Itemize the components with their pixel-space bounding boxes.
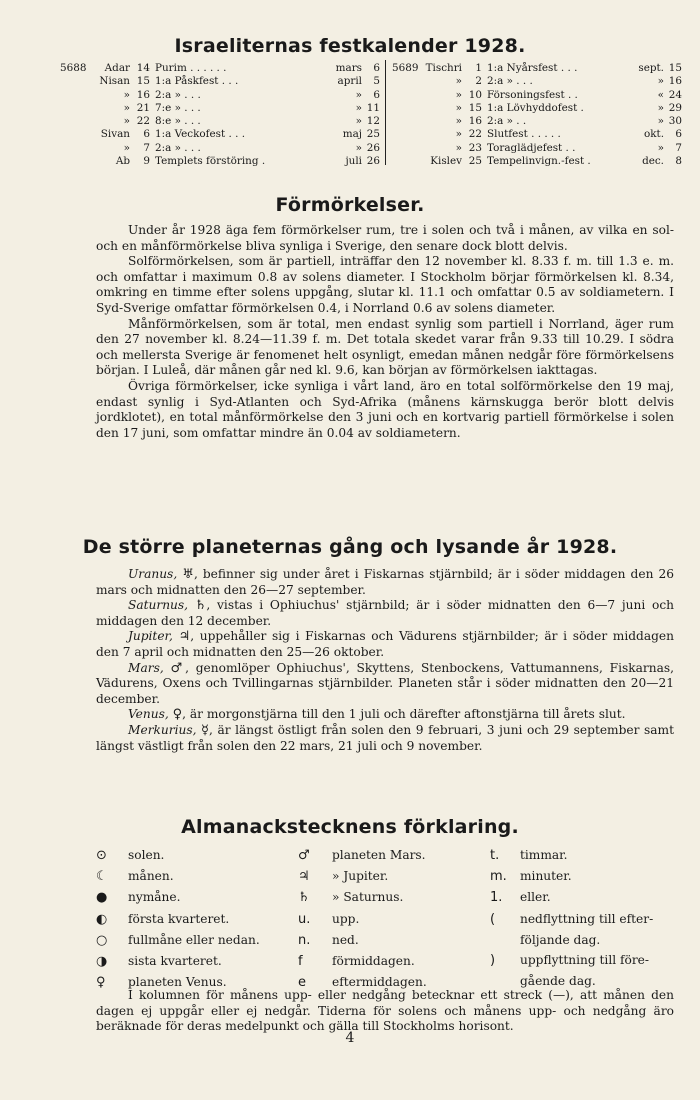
legend-symbol: ♃ — [298, 869, 310, 885]
calendar-date-day: 11 — [366, 101, 380, 114]
calendar-year — [392, 142, 422, 155]
calendar-date-day: 8 — [675, 155, 682, 168]
calendar-date-day: 7 — [675, 141, 682, 154]
planet-text: , vistas i Ophiuchus' stjärnbild; är i söder midnatten den 6—7 juni och middagen den 12 december. — [96, 598, 675, 628]
calendar-fest: 1:a Nyårsfest . . . — [487, 62, 578, 74]
legend-symbol: ) — [490, 953, 496, 969]
planet-symbol: ♀ — [172, 707, 183, 723]
calendar-row — [60, 155, 380, 168]
legend-column-1 — [96, 845, 260, 993]
calendar-year — [392, 115, 422, 128]
calendar-year — [60, 75, 90, 88]
legend-label: förmiddagen. — [332, 954, 415, 969]
planet-text: , genomlöper Ophiuchus', Skyttens, Stenbockens, Vattumannens, Fiskarnas, Vädurens, Oxens och Tvillingarnas stjärnbilder. Planeten står i söder midnatten den 20—21 december. — [96, 660, 675, 706]
calendar-date-month: » — [657, 141, 664, 154]
calendar-date-day: 15 — [668, 62, 682, 74]
legend-item — [96, 930, 260, 951]
calendar-fest: 8:e » . . . — [155, 115, 201, 128]
calendar-date-month: » — [657, 115, 664, 128]
calendar-date-day: 26 — [366, 141, 380, 154]
calendar-year — [60, 115, 90, 128]
calendar-date-day: 12 — [366, 115, 380, 128]
calendar-date-month: » — [657, 101, 664, 114]
page-number: 4 — [345, 1030, 355, 1046]
calendar-row — [60, 115, 380, 128]
legend-item — [490, 866, 653, 887]
legend-item — [298, 909, 427, 930]
planet-symbol: ♄ — [194, 598, 207, 614]
calendar-day: 22 — [468, 128, 482, 141]
calendar-date-month: april — [337, 75, 362, 88]
calendar-month: Tischri — [425, 62, 462, 74]
calendar-fest: 7:e » . . . — [155, 101, 201, 114]
calendar-fest: 2:a » . . . — [155, 88, 201, 101]
calendar-month: » — [455, 115, 462, 128]
legend-symbol: ○ — [96, 932, 108, 948]
planet-text: , befinner sig under året i Fiskarnas stjärnbild; är i söder middagen den 26 mars och midnatten den 26—27 september. — [96, 567, 675, 597]
legend-item — [490, 930, 653, 950]
legend-symbol: ♂ — [298, 848, 310, 863]
planet-paragraph — [96, 598, 674, 629]
calendar-month: » — [455, 128, 462, 141]
legend-label: solen. — [128, 848, 165, 862]
legend-label: upp. — [332, 911, 360, 926]
calendar-month: » — [455, 75, 462, 88]
planet-paragraph — [96, 629, 674, 660]
legend-label: uppflyttning till före- — [520, 953, 650, 968]
calendar-date-day: 25 — [366, 128, 380, 141]
calendar-day: 16 — [136, 88, 150, 101]
legend-symbol: ♄ — [298, 890, 310, 906]
calendar-date-month: mars — [335, 62, 362, 74]
calendar-fest: 1:a Påskfest . . . — [155, 75, 239, 88]
legend-label: ned. — [332, 932, 359, 947]
calendar-fest: 2:a » . . . — [155, 141, 201, 154]
legend-label: månen. — [128, 869, 174, 884]
legend-symbol: n. — [298, 932, 311, 948]
legend-item — [490, 950, 653, 971]
legend-symbol: e — [298, 975, 306, 991]
calendar-year: 5688 — [60, 62, 87, 74]
legend-label: » Saturnus. — [332, 890, 404, 905]
legend-symbol: ⊙ — [96, 848, 107, 863]
legend-symbol: ☾ — [96, 869, 108, 885]
calendar-date-month: maj — [342, 128, 362, 141]
calendar-day: 2 — [475, 75, 482, 88]
legend-label: planeten Venus. — [128, 975, 227, 990]
legend-symbol: t. — [490, 848, 500, 863]
calendar-fest: Försoningsfest . . — [487, 88, 578, 101]
legend-item — [298, 845, 427, 866]
calendar-day: 9 — [143, 155, 150, 168]
planet-name: Saturnus, — [128, 598, 189, 613]
calendar-fest: Slutfest . . . . . — [487, 128, 561, 141]
legend-label: nymåne. — [128, 890, 181, 905]
calendar-day: 6 — [143, 128, 150, 141]
calendar-month: Nisan — [99, 75, 130, 88]
planet-paragraph — [96, 661, 674, 708]
calendar-day: 16 — [468, 115, 482, 128]
calendar-month: » — [455, 101, 462, 114]
calendar-year — [60, 89, 90, 102]
calendar-month: » — [455, 141, 462, 154]
legend-symbol: ◑ — [96, 954, 108, 970]
calendar-date-day: 24 — [668, 88, 682, 101]
calendar-fest: 2:a » . . — [487, 115, 527, 128]
planets-body — [96, 567, 674, 754]
legend-label: nedflyttning till efter- — [520, 911, 654, 926]
calendar-day: 7 — [143, 141, 150, 154]
legend-label: planeten Mars. — [332, 848, 426, 862]
planet-name: Jupiter, — [128, 629, 173, 644]
legend-label: timmar. — [520, 848, 568, 862]
legend-label: första kvarteret. — [128, 911, 230, 926]
calendar-row — [392, 155, 682, 168]
calendar-date-month: dec. — [642, 155, 664, 168]
legend-note — [96, 988, 674, 1035]
calendar-row — [392, 128, 682, 141]
calendar-date-month: » — [355, 141, 362, 154]
calendar-row — [60, 75, 380, 88]
legend-symbol: ● — [96, 890, 108, 906]
calendar-fest: Purim . . . . . . — [155, 62, 227, 74]
calendar-fest: 1:a Lövhyddofest . — [487, 101, 584, 114]
legend-label: » Jupiter. — [332, 869, 389, 884]
legend-symbol: u. — [298, 911, 311, 927]
legend-title: Almanackstecknens förklaring. — [181, 816, 519, 838]
calendar-row — [60, 89, 380, 102]
calendar-date-month: » — [657, 75, 664, 88]
legend-item — [490, 845, 653, 866]
legend-label: gående dag. — [520, 974, 596, 989]
calendar-date-day: 5 — [373, 75, 380, 88]
calendar-month: » — [123, 101, 130, 114]
eclipses-body — [96, 223, 674, 441]
legend-item — [96, 866, 260, 887]
calendar-date-month: » — [355, 88, 362, 101]
eclipses-paragraph: Övriga förmörkelser, icke synliga i vårt land, äro en total solförmörkelse den 19 maj, endast synlig i Syd-Atlanten och Syd-Afrika (månens kärnskugga berör blott delvis jordklotet), en total månförmörkelse den 3 juni och en kortvarig partiell förmörkelse i solen den 17 juni, som omfattar mindre än 0.04 av soldiametern. — [96, 378, 674, 440]
planet-name: Merkurius, — [128, 722, 197, 737]
legend-label: fullmåne eller nedan. — [128, 932, 260, 947]
calendar-day: 15 — [136, 75, 150, 88]
planet-paragraph — [96, 707, 674, 723]
calendar-title: Israeliternas festkalender 1928. — [174, 35, 526, 57]
calendar-date-day: 6 — [675, 128, 682, 141]
calendar-day: 23 — [468, 141, 482, 154]
legend-item — [298, 930, 427, 951]
calendar-row — [392, 102, 682, 115]
legend-label: eftermiddagen. — [332, 975, 427, 990]
calendar-row — [60, 128, 380, 141]
legend-item — [96, 845, 260, 866]
calendar-month: » — [123, 88, 130, 101]
planet-name: Mars, — [128, 660, 164, 675]
calendar-left-column — [60, 62, 380, 168]
calendar-row — [60, 142, 380, 155]
legend-symbol: f — [298, 954, 303, 970]
legend-symbol: 1. — [490, 890, 503, 906]
legend-label: sista kvarteret. — [128, 954, 222, 969]
calendar-row — [392, 62, 682, 75]
planets-title: De större planeternas gång och lysande år 1928. — [82, 536, 618, 558]
legend-label: följande dag. — [520, 932, 601, 947]
calendar-date-day: 16 — [668, 75, 682, 88]
calendar-month: Adar — [104, 62, 130, 74]
calendar-date-month: juli — [345, 155, 362, 168]
legend-item — [96, 887, 260, 908]
planet-paragraph — [96, 723, 674, 754]
legend-symbol: ( — [490, 911, 496, 927]
legend-item — [96, 951, 260, 972]
planet-symbol: ♃ — [178, 629, 191, 645]
calendar-row — [392, 75, 682, 88]
eclipses-paragraph: Solförmörkelsen, som är partiell, inträffar den 12 november kl. 8.33 f. m. till 1.3 e. m. och omfattar i maximum 0.8 av solens diameter. I Stockholm börjar förmörkelsen kl. 8.34, omkring en timme efter solens uppgång, slutar kl. 11.1 och omfattar 0.5 av soldiametern. I Syd-Sverige omfattar förmörkelsen 0.4, i Norrland 0.6 av solens diameter. — [96, 254, 674, 315]
legend-item — [490, 909, 653, 930]
planet-symbol: ☿ — [201, 722, 210, 738]
calendar-year — [392, 89, 422, 102]
eclipses-paragraph: Under år 1928 äga fem förmörkelser rum, tre i solen och två i månen, av vilka en sol- och en månförmörkelse bliva synliga i Sverige, den senare dock blott delvis. — [96, 223, 674, 253]
eclipses-paragraph: Månförmörkelsen, som är total, men endast synlig som partiell i Norrland, äger rum den 27 november kl. 8.24—11.39 f. m. Det totala skedet varar från 9.33 till 10.29. I södra och mellersta Sverige är fenomenet helt osynligt, emedan månen nedgår före förmörkelsens början. I Luleå, där månen går ned kl. 9.6, kan början av förmörkelsen iakttagas. — [96, 316, 674, 378]
calendar-year: 5689 — [392, 62, 419, 74]
eclipses-title: Förmörkelser. — [275, 194, 425, 216]
calendar-date-day: 29 — [668, 101, 682, 114]
calendar-day: 22 — [136, 115, 150, 128]
calendar-row — [60, 102, 380, 115]
calendar-fest: Templets förstöring . — [155, 155, 266, 168]
planet-symbol: ♅ — [182, 567, 194, 582]
calendar-month: » — [123, 115, 130, 128]
calendar-row — [392, 89, 682, 102]
calendar-month: Ab — [115, 155, 130, 168]
calendar-date-day: 6 — [373, 62, 380, 74]
calendar-row — [392, 142, 682, 155]
calendar-day: 21 — [136, 101, 150, 114]
legend-item — [298, 866, 427, 887]
calendar-row — [392, 115, 682, 128]
legend-label: eller. — [520, 890, 551, 905]
legend-item — [96, 909, 260, 930]
calendar-month: Kislev — [430, 155, 462, 168]
legend-symbol: ♀ — [96, 975, 106, 991]
calendar-year — [60, 102, 90, 115]
legend-symbol: ◐ — [96, 911, 108, 927]
calendar-day: 15 — [468, 101, 482, 114]
calendar-day: 10 — [468, 88, 482, 101]
planet-name: Venus, — [128, 707, 169, 722]
planet-name: Uranus, — [128, 567, 178, 581]
legend-column-3 — [490, 845, 653, 991]
calendar-year — [392, 102, 422, 115]
calendar-year — [60, 128, 90, 141]
calendar-date-month: okt. — [643, 128, 664, 141]
calendar-day: 14 — [136, 62, 150, 74]
legend-column-2 — [298, 845, 427, 993]
calendar-date-month: » — [355, 115, 362, 128]
calendar-fest: 1:a Veckofest . . . — [155, 128, 245, 141]
calendar-date-day: 30 — [668, 115, 682, 128]
calendar-date-day: 26 — [366, 155, 380, 168]
calendar-year — [60, 142, 90, 155]
legend-label: minuter. — [520, 869, 572, 884]
legend-symbol: m. — [490, 869, 507, 885]
calendar-right-column — [392, 62, 682, 168]
planet-text: , uppehåller sig i Fiskarnas och Vädurens stjärnbilder; är i söder middagen den 7 april och midnatten den 25—26 oktober. — [96, 629, 674, 659]
calendar-date-month: « — [657, 88, 664, 101]
calendar-year — [392, 75, 422, 88]
calendar-fest: 2:a » . . . — [487, 75, 533, 88]
calendar-month: Sivan — [100, 128, 130, 141]
calendar-year — [392, 155, 422, 168]
planet-symbol: ♂ — [170, 660, 186, 676]
calendar-fest: Toraglädjefest . . — [487, 141, 576, 154]
calendar-date-day: 6 — [373, 88, 380, 101]
calendar-day: 1 — [475, 62, 482, 74]
calendar-year — [60, 155, 90, 168]
calendar-fest: Tempelinvign.-fest . — [487, 155, 591, 168]
legend-note-text: I kolumnen för månens upp- eller nedgång betecknar ett streck (—), att månen den dagen ej uppgår eller ej nedgår. Tiderna för solens och månens upp- och nedgång äro beräknade för deras medelpunkt och gälla till Stockholms horisont. — [96, 988, 674, 1034]
calendar-day: 25 — [468, 155, 482, 168]
calendar-divider — [385, 60, 386, 165]
calendar-row — [60, 62, 380, 75]
calendar-date-month: » — [355, 101, 362, 114]
planet-text: , är längst östligt från solen den 9 februari, 3 juni och 29 september samt längst västligt från solen den 22 mars, 21 juli och 9 november. — [96, 722, 674, 753]
calendar-year — [392, 128, 422, 141]
legend-item — [298, 951, 427, 972]
legend-item — [490, 887, 653, 908]
calendar-month: » — [455, 88, 462, 101]
planet-paragraph — [96, 567, 674, 598]
calendar-date-month: sept. — [638, 62, 664, 74]
legend-item — [298, 887, 427, 908]
calendar-month: » — [123, 141, 130, 154]
planet-text: , är morgonstjärna till den 1 juli och därefter aftonstjärna till årets slut. — [182, 707, 626, 722]
